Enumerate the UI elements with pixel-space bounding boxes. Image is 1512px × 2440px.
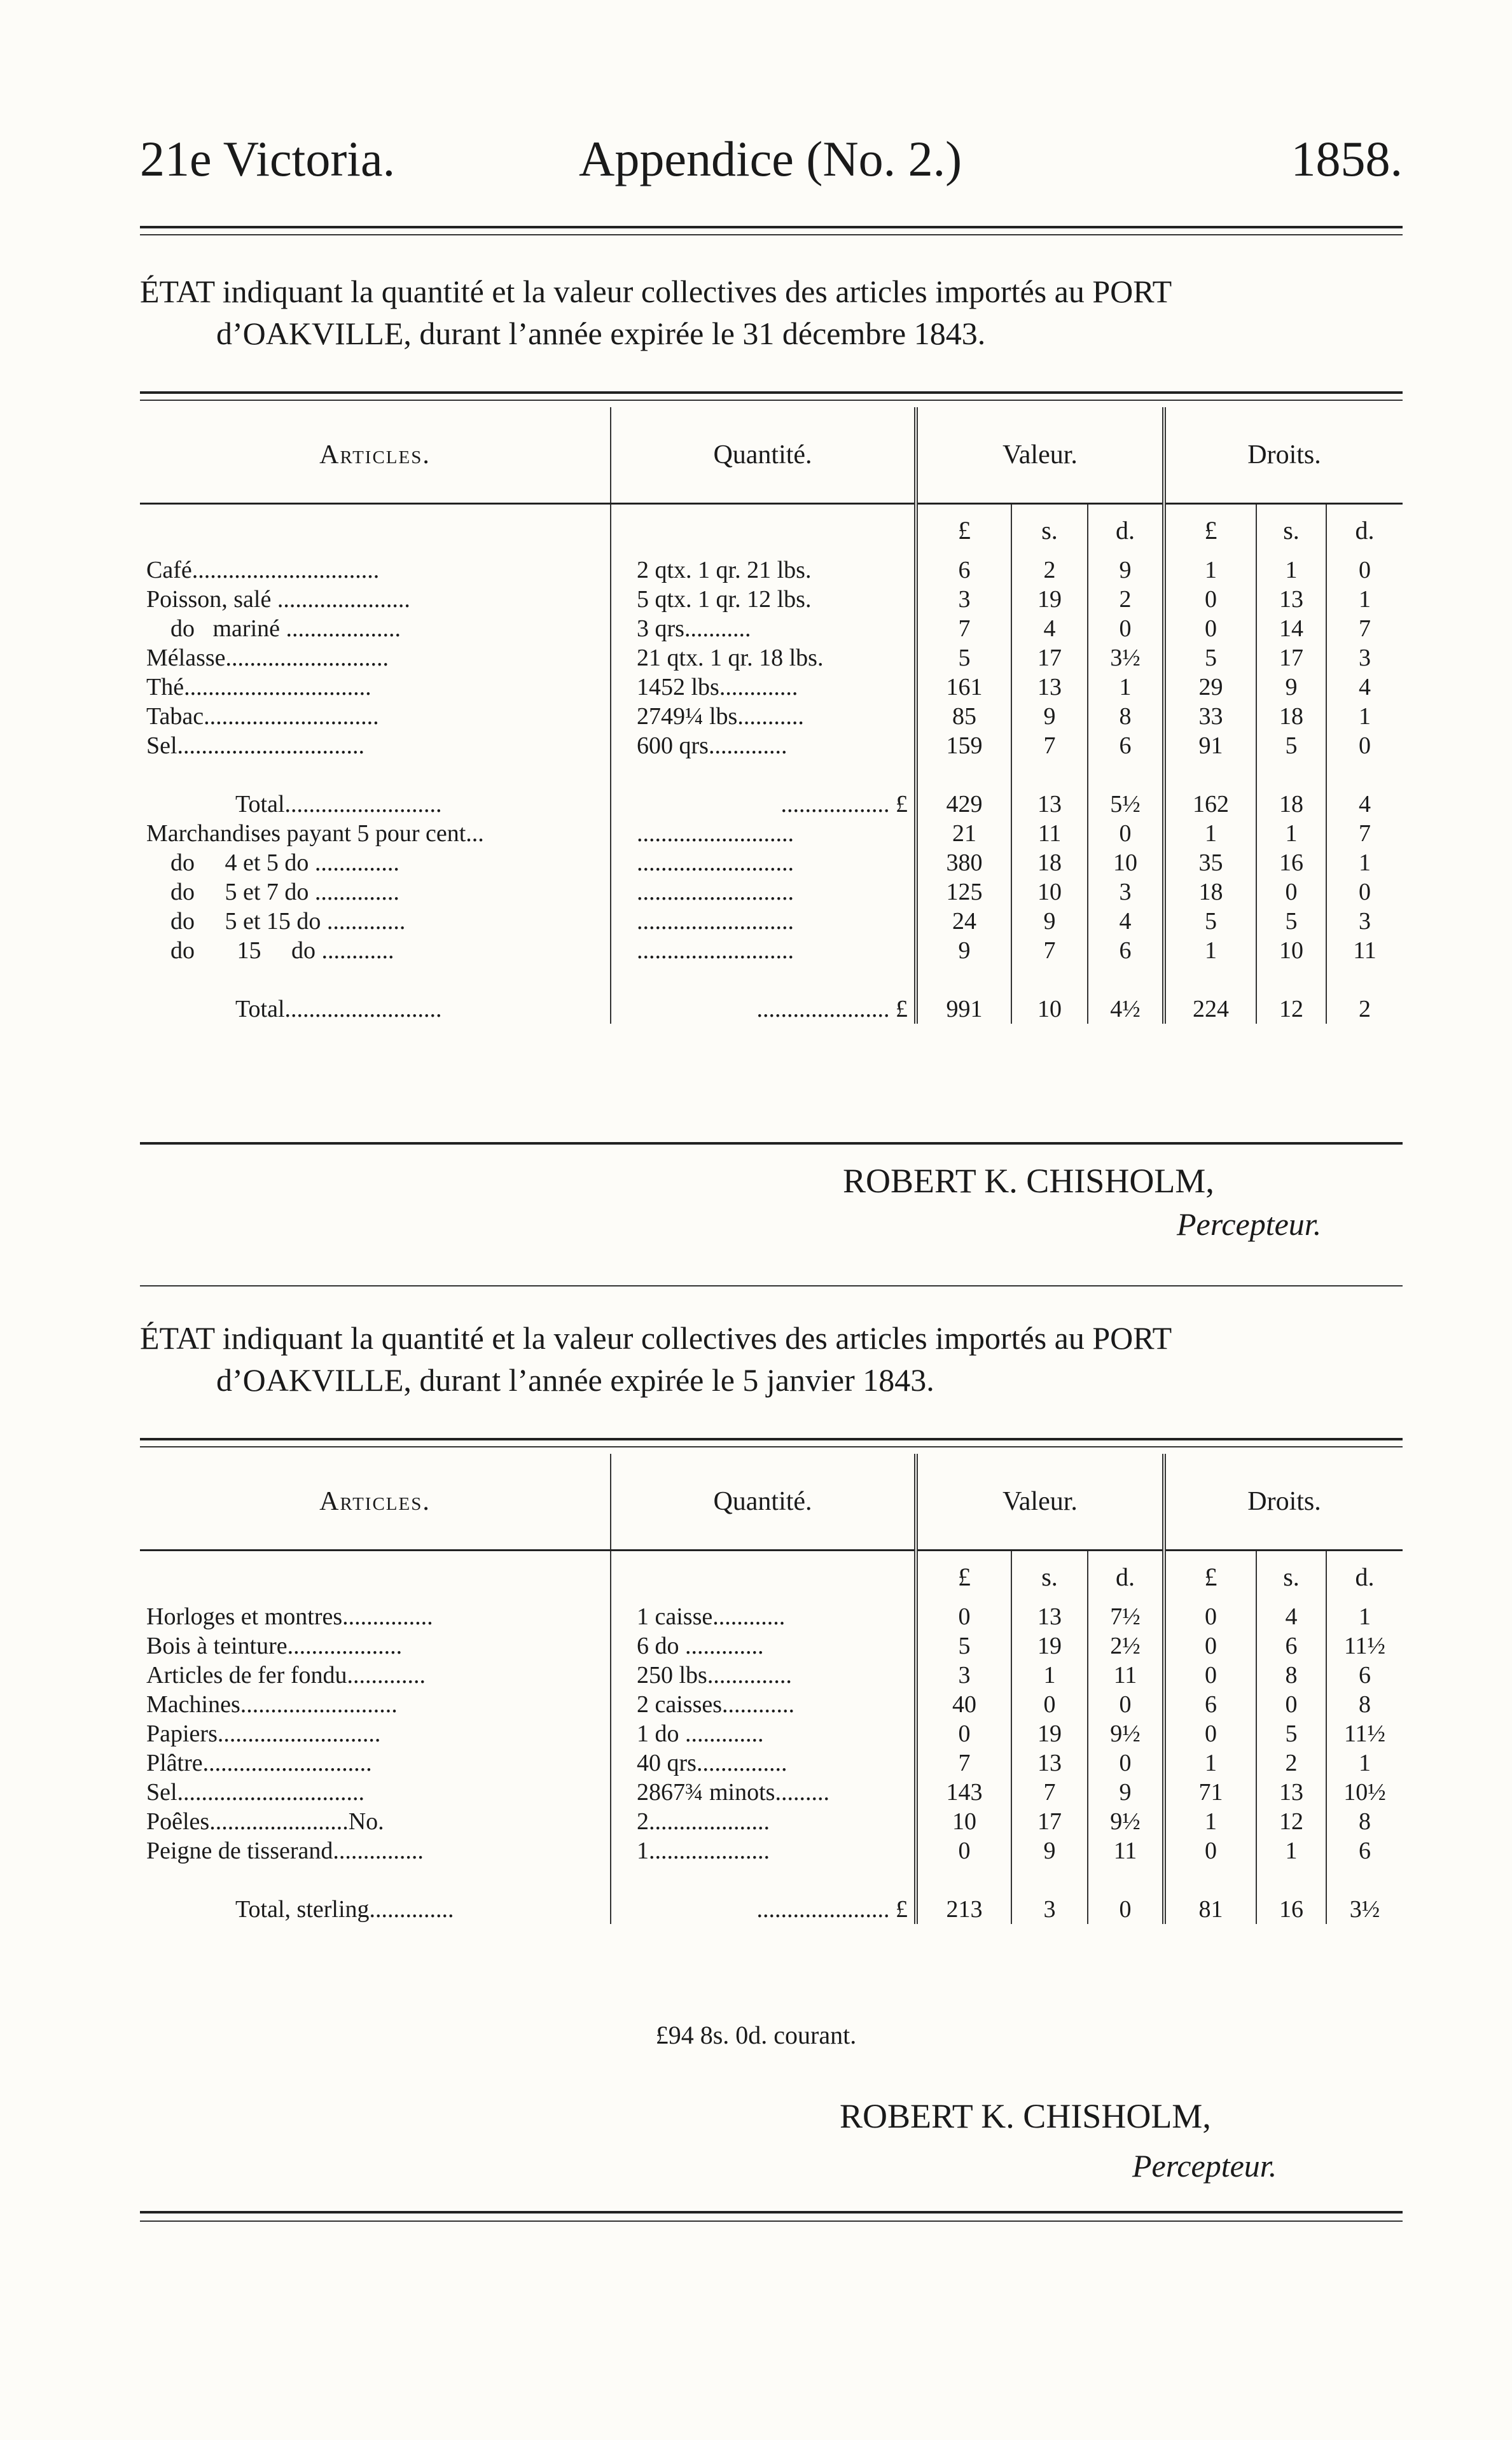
value-pounds: 40 xyxy=(916,1690,1011,1719)
value-shillings: 0 xyxy=(1011,1690,1088,1719)
value-shillings: 13 xyxy=(1011,1748,1088,1778)
table1-bottom-rule xyxy=(140,1142,1403,1145)
table1-title-line1: ÉTAT indiquant la quantité et la valeur collectives des articles importés au PORT xyxy=(140,274,1172,309)
total-dots: .................. £ xyxy=(611,790,916,819)
table-row xyxy=(140,1748,1403,1778)
total-value-pounds: 213 xyxy=(916,1895,1011,1924)
value-pence: 0 xyxy=(1088,819,1164,848)
duty-pence: 1 xyxy=(1326,848,1403,877)
duty-shillings: 5 xyxy=(1256,907,1326,936)
total-row xyxy=(140,994,1403,1024)
duty-shillings: 8 xyxy=(1256,1661,1326,1690)
duty-shillings: 9 xyxy=(1256,673,1326,702)
table-row xyxy=(140,1807,1403,1836)
value-pence: 3½ xyxy=(1088,643,1164,673)
quantity: 2749¼ lbs........... xyxy=(611,702,916,731)
value-pounds: 5 xyxy=(916,643,1011,673)
quantity: 6 do ............. xyxy=(611,1631,916,1661)
duty-shillings: 2 xyxy=(1256,1748,1326,1778)
value-pence: 1 xyxy=(1088,673,1164,702)
col-articles: Articles. xyxy=(319,1487,431,1516)
total-dots: ...................... £ xyxy=(611,994,916,1024)
unit-pence: d. xyxy=(1326,1551,1403,1603)
value-pounds: 6 xyxy=(916,555,1011,585)
quantity: 1 caisse............ xyxy=(611,1602,916,1631)
duty-pence: 1 xyxy=(1326,1602,1403,1631)
unit-shilling: s. xyxy=(1256,504,1326,556)
table-row xyxy=(140,848,1403,877)
duty-shillings: 1 xyxy=(1256,819,1326,848)
table-row xyxy=(140,1690,1403,1719)
article-name: Machines.......................... xyxy=(146,1691,398,1718)
table2-top-rule-thin xyxy=(140,1446,1403,1447)
value-shillings: 1 xyxy=(1011,1661,1088,1690)
duty-shillings: 13 xyxy=(1256,585,1326,614)
duty-pounds: 0 xyxy=(1164,1719,1256,1748)
article-name: Thé............................... xyxy=(146,674,371,701)
duty-pounds: 0 xyxy=(1164,614,1256,643)
duty-pounds: 0 xyxy=(1164,1631,1256,1661)
value-pence: 3 xyxy=(1088,877,1164,907)
table-row xyxy=(140,1719,1403,1748)
duty-pence: 6 xyxy=(1326,1661,1403,1690)
col-quantite: Quantité. xyxy=(611,1454,916,1551)
duty-pounds: 5 xyxy=(1164,643,1256,673)
table-row xyxy=(140,936,1403,965)
unit-shilling: s. xyxy=(1011,504,1088,556)
duty-pence: 6 xyxy=(1326,1836,1403,1865)
value-shillings: 4 xyxy=(1011,614,1088,643)
quantity: 1452 lbs............. xyxy=(611,673,916,702)
value-pounds: 0 xyxy=(916,1836,1011,1865)
value-pence: 6 xyxy=(1088,936,1164,965)
value-pence: 7½ xyxy=(1088,1602,1164,1631)
total-duty-pence: 2 xyxy=(1326,994,1403,1024)
duty-pounds: 1 xyxy=(1164,1748,1256,1778)
table1-header-row xyxy=(140,407,1403,504)
value-shillings: 19 xyxy=(1011,1631,1088,1661)
article-name: do 5 et 7 do .............. xyxy=(146,879,399,905)
article-name: do 4 et 5 do .............. xyxy=(146,849,399,876)
total-label: Total.......................... xyxy=(235,996,442,1022)
unit-pence: d. xyxy=(1088,504,1164,556)
duty-pounds: 1 xyxy=(1164,1807,1256,1836)
value-pounds: 9 xyxy=(916,936,1011,965)
total-duty-shillings: 16 xyxy=(1256,1895,1326,1924)
value-shillings: 17 xyxy=(1011,1807,1088,1836)
table2-header-row xyxy=(140,1454,1403,1551)
duty-shillings: 6 xyxy=(1256,1631,1326,1661)
value-pounds: 21 xyxy=(916,819,1011,848)
duty-pounds: 0 xyxy=(1164,1661,1256,1690)
article-name: Mélasse........................... xyxy=(146,645,389,671)
col-valeur: Valeur. xyxy=(916,407,1164,504)
duty-pounds: 0 xyxy=(1164,585,1256,614)
duty-pounds: 0 xyxy=(1164,1836,1256,1865)
value-pence: 4 xyxy=(1088,907,1164,936)
value-shillings: 19 xyxy=(1011,1719,1088,1748)
article-name: do mariné ................... xyxy=(146,615,401,642)
col-articles: Articles. xyxy=(319,440,431,470)
page-header xyxy=(140,130,1403,194)
duty-pounds: 6 xyxy=(1164,1690,1256,1719)
value-shillings: 13 xyxy=(1011,1602,1088,1631)
duty-shillings: 1 xyxy=(1256,555,1326,585)
header-appendix: Appendice (No. 2.) xyxy=(579,131,962,186)
quantity: 1 do ............. xyxy=(611,1719,916,1748)
value-pounds: 24 xyxy=(916,907,1011,936)
table1-total-b xyxy=(140,994,1403,1024)
table-row xyxy=(140,1661,1403,1690)
total-value-pence: 4½ xyxy=(1088,994,1164,1024)
value-pence: 0 xyxy=(1088,1690,1164,1719)
col-droits: Droits. xyxy=(1164,407,1403,504)
table-row xyxy=(140,819,1403,848)
quantity: 21 qtx. 1 qr. 18 lbs. xyxy=(611,643,916,673)
duty-pence: 11 xyxy=(1326,936,1403,965)
table2-units-row xyxy=(140,1551,1403,1603)
value-shillings: 18 xyxy=(1011,848,1088,877)
duty-pence: 0 xyxy=(1326,731,1403,760)
table-row xyxy=(140,614,1403,643)
table2-items xyxy=(140,1602,1403,1895)
total-row xyxy=(140,1895,1403,1924)
section-divider xyxy=(140,1285,1403,1286)
value-pounds: 159 xyxy=(916,731,1011,760)
value-shillings: 7 xyxy=(1011,731,1088,760)
value-pounds: 5 xyxy=(916,1631,1011,1661)
article-name: Bois à teinture................... xyxy=(146,1633,403,1659)
total-value-pence: 0 xyxy=(1088,1895,1164,1924)
value-shillings: 13 xyxy=(1011,673,1088,702)
total-label: Total.......................... xyxy=(235,791,442,818)
value-pence: 2 xyxy=(1088,585,1164,614)
table-row xyxy=(140,673,1403,702)
duty-shillings: 5 xyxy=(1256,1719,1326,1748)
table1-top-rule-thin xyxy=(140,400,1403,401)
total-row xyxy=(140,790,1403,819)
table-row xyxy=(140,585,1403,614)
table-row xyxy=(140,731,1403,760)
header-year: 1858. xyxy=(1291,131,1403,186)
unit-pence: d. xyxy=(1088,1551,1164,1603)
duty-shillings: 13 xyxy=(1256,1778,1326,1807)
duty-shillings: 16 xyxy=(1256,848,1326,877)
table1-role: Percepteur. xyxy=(1177,1206,1322,1242)
article-name: Articles de fer fondu............. xyxy=(146,1662,426,1689)
article-name: do 5 et 15 do ............. xyxy=(146,908,406,935)
quantity: 40 qrs............... xyxy=(611,1748,916,1778)
table2 xyxy=(140,1454,1403,1924)
total-value-pounds: 991 xyxy=(916,994,1011,1024)
quantity: 600 qrs............. xyxy=(611,731,916,760)
duty-pence: 4 xyxy=(1326,673,1403,702)
header-rule-thin xyxy=(140,234,1403,235)
value-pounds: 143 xyxy=(916,1778,1011,1807)
footer-rule-thin xyxy=(140,2220,1403,2222)
duty-pence: 3 xyxy=(1326,907,1403,936)
article-name: Poisson, salé ...................... xyxy=(146,586,410,613)
value-pounds: 3 xyxy=(916,1661,1011,1690)
table1-signature: ROBERT K. CHISHOLM, xyxy=(843,1162,1214,1200)
duty-pounds: 1 xyxy=(1164,936,1256,965)
value-shillings: 11 xyxy=(1011,819,1088,848)
duty-shillings: 10 xyxy=(1256,936,1326,965)
value-pounds: 10 xyxy=(916,1807,1011,1836)
quantity: 2 qtx. 1 qr. 21 lbs. xyxy=(611,555,916,585)
total-value-shillings: 10 xyxy=(1011,994,1088,1024)
quantity: 250 lbs.............. xyxy=(611,1661,916,1690)
table2-title-line2: d’OAKVILLE, durant l’année expirée le 5 janvier 1843. xyxy=(216,1362,934,1398)
article-name: Plâtre............................ xyxy=(146,1750,372,1776)
total-duty-pounds: 81 xyxy=(1164,1895,1256,1924)
value-pounds: 380 xyxy=(916,848,1011,877)
duty-pence: 1 xyxy=(1326,1748,1403,1778)
duty-shillings: 0 xyxy=(1256,877,1326,907)
duty-shillings: 4 xyxy=(1256,1602,1326,1631)
value-pence: 9 xyxy=(1088,1778,1164,1807)
value-pounds: 125 xyxy=(916,877,1011,907)
article-name: Marchandises payant 5 pour cent... xyxy=(146,820,484,847)
duty-pence: 0 xyxy=(1326,555,1403,585)
table-row xyxy=(140,555,1403,585)
table1-total-a xyxy=(140,790,1403,819)
table1-goods xyxy=(140,819,1403,994)
total-value-pence: 5½ xyxy=(1088,790,1164,819)
total-label: Total, sterling.............. xyxy=(235,1896,454,1923)
duty-shillings: 14 xyxy=(1256,614,1326,643)
duty-shillings: 0 xyxy=(1256,1690,1326,1719)
unit-pence: d. xyxy=(1326,504,1403,556)
table-row xyxy=(140,1836,1403,1865)
duty-pence: 1 xyxy=(1326,702,1403,731)
spacer-row xyxy=(140,965,1403,994)
table-row xyxy=(140,1631,1403,1661)
article-name: Sel............................... xyxy=(146,732,365,759)
value-pounds: 161 xyxy=(916,673,1011,702)
duty-pounds: 35 xyxy=(1164,848,1256,877)
value-shillings: 19 xyxy=(1011,585,1088,614)
quantity: 2 caisses............ xyxy=(611,1690,916,1719)
duty-shillings: 1 xyxy=(1256,1836,1326,1865)
value-shillings: 9 xyxy=(1011,1836,1088,1865)
duty-pence: 3 xyxy=(1326,643,1403,673)
table1-units-row xyxy=(140,504,1403,556)
quantity-dots: .......................... xyxy=(611,936,916,965)
table-row xyxy=(140,702,1403,731)
table2-total xyxy=(140,1895,1403,1924)
value-pounds: 0 xyxy=(916,1602,1011,1631)
table2-signature: ROBERT K. CHISHOLM, xyxy=(840,2097,1211,2135)
table-row xyxy=(140,877,1403,907)
quantity: 2.................... xyxy=(611,1807,916,1836)
duty-shillings: 17 xyxy=(1256,643,1326,673)
duty-shillings: 18 xyxy=(1256,702,1326,731)
footer-rule xyxy=(140,2211,1403,2213)
unit-pound: £ xyxy=(916,504,1011,556)
duty-pence: 11½ xyxy=(1326,1631,1403,1661)
value-shillings: 9 xyxy=(1011,702,1088,731)
value-pounds: 7 xyxy=(916,614,1011,643)
duty-pence: 11½ xyxy=(1326,1719,1403,1748)
table-row xyxy=(140,1602,1403,1631)
quantity: 2867¾ minots......... xyxy=(611,1778,916,1807)
quantity-dots: .......................... xyxy=(611,877,916,907)
value-pence: 9½ xyxy=(1088,1719,1164,1748)
total-value-shillings: 13 xyxy=(1011,790,1088,819)
duty-pounds: 5 xyxy=(1164,907,1256,936)
total-dots: ...................... £ xyxy=(611,1895,916,1924)
value-pence: 10 xyxy=(1088,848,1164,877)
unit-pound: £ xyxy=(916,1551,1011,1603)
value-shillings: 7 xyxy=(1011,1778,1088,1807)
article-name: do 15 do ............ xyxy=(146,937,394,964)
col-droits: Droits. xyxy=(1164,1454,1403,1551)
value-pence: 11 xyxy=(1088,1661,1164,1690)
header-session: 21e Victoria. xyxy=(140,131,396,186)
duty-pence: 8 xyxy=(1326,1690,1403,1719)
duty-pounds: 1 xyxy=(1164,819,1256,848)
duty-pence: 10½ xyxy=(1326,1778,1403,1807)
duty-pounds: 29 xyxy=(1164,673,1256,702)
duty-pounds: 71 xyxy=(1164,1778,1256,1807)
article-name: Sel............................... xyxy=(146,1779,365,1806)
unit-pound: £ xyxy=(1164,504,1256,556)
total-duty-shillings: 18 xyxy=(1256,790,1326,819)
value-shillings: 9 xyxy=(1011,907,1088,936)
currency-note: £94 8s. 0d. courant. xyxy=(655,2021,857,2049)
duty-pounds: 91 xyxy=(1164,731,1256,760)
duty-pence: 7 xyxy=(1326,819,1403,848)
table1-top-rule xyxy=(140,391,1403,394)
value-pence: 9½ xyxy=(1088,1807,1164,1836)
duty-pounds: 33 xyxy=(1164,702,1256,731)
table1-title xyxy=(140,270,1403,354)
duty-pence: 8 xyxy=(1326,1807,1403,1836)
duty-pence: 0 xyxy=(1326,877,1403,907)
article-name: Horloges et montres............... xyxy=(146,1603,433,1630)
value-pence: 6 xyxy=(1088,731,1164,760)
spacer-row xyxy=(140,760,1403,790)
value-shillings: 2 xyxy=(1011,555,1088,585)
quantity-dots: .......................... xyxy=(611,907,916,936)
total-duty-shillings: 12 xyxy=(1256,994,1326,1024)
table-row xyxy=(140,1778,1403,1807)
value-pence: 0 xyxy=(1088,1748,1164,1778)
total-duty-pence: 3½ xyxy=(1326,1895,1403,1924)
value-pence: 8 xyxy=(1088,702,1164,731)
duty-shillings: 5 xyxy=(1256,731,1326,760)
value-shillings: 17 xyxy=(1011,643,1088,673)
unit-shilling: s. xyxy=(1256,1551,1326,1603)
unit-pound: £ xyxy=(1164,1551,1256,1603)
header-rule xyxy=(140,226,1403,228)
duty-pounds: 1 xyxy=(1164,555,1256,585)
duty-shillings: 12 xyxy=(1256,1807,1326,1836)
duty-pence: 7 xyxy=(1326,614,1403,643)
quantity: 1.................... xyxy=(611,1836,916,1865)
unit-shilling: s. xyxy=(1011,1551,1088,1603)
article-name: Peigne de tisserand............... xyxy=(146,1837,424,1864)
table2-title-line1: ÉTAT indiquant la quantité et la valeur collectives des articles importés au PORT xyxy=(140,1320,1172,1356)
col-valeur: Valeur. xyxy=(916,1454,1164,1551)
article-name: Tabac............................. xyxy=(146,703,379,730)
table2-top-rule xyxy=(140,1438,1403,1440)
table-row xyxy=(140,643,1403,673)
article-name: Café............................... xyxy=(146,557,380,583)
value-pence: 0 xyxy=(1088,614,1164,643)
value-pounds: 85 xyxy=(916,702,1011,731)
value-pounds: 0 xyxy=(916,1719,1011,1748)
value-pounds: 7 xyxy=(916,1748,1011,1778)
value-shillings: 10 xyxy=(1011,877,1088,907)
total-duty-pounds: 162 xyxy=(1164,790,1256,819)
table2-title xyxy=(140,1317,1403,1401)
table1-title-line2: d’OAKVILLE, durant l’année expirée le 31 décembre 1843. xyxy=(216,316,986,351)
total-value-shillings: 3 xyxy=(1011,1895,1088,1924)
total-value-pounds: 429 xyxy=(916,790,1011,819)
value-shillings: 7 xyxy=(1011,936,1088,965)
table-row xyxy=(140,907,1403,936)
value-pounds: 3 xyxy=(916,585,1011,614)
quantity-dots: .......................... xyxy=(611,819,916,848)
duty-pence: 1 xyxy=(1326,585,1403,614)
total-duty-pounds: 224 xyxy=(1164,994,1256,1024)
article-name: Poêles.......................No. xyxy=(146,1808,384,1835)
duty-pounds: 0 xyxy=(1164,1602,1256,1631)
table2-role: Percepteur. xyxy=(1132,2148,1277,2184)
table1 xyxy=(140,407,1403,1024)
article-name: Papiers........................... xyxy=(146,1720,381,1747)
total-duty-pence: 4 xyxy=(1326,790,1403,819)
quantity: 3 qrs........... xyxy=(611,614,916,643)
table1-items xyxy=(140,555,1403,790)
col-quantite: Quantité. xyxy=(611,407,916,504)
quantity: 5 qtx. 1 qr. 12 lbs. xyxy=(611,585,916,614)
value-pence: 11 xyxy=(1088,1836,1164,1865)
duty-pounds: 18 xyxy=(1164,877,1256,907)
value-pence: 2½ xyxy=(1088,1631,1164,1661)
spacer-row xyxy=(140,1865,1403,1895)
quantity-dots: .......................... xyxy=(611,848,916,877)
value-pence: 9 xyxy=(1088,555,1164,585)
